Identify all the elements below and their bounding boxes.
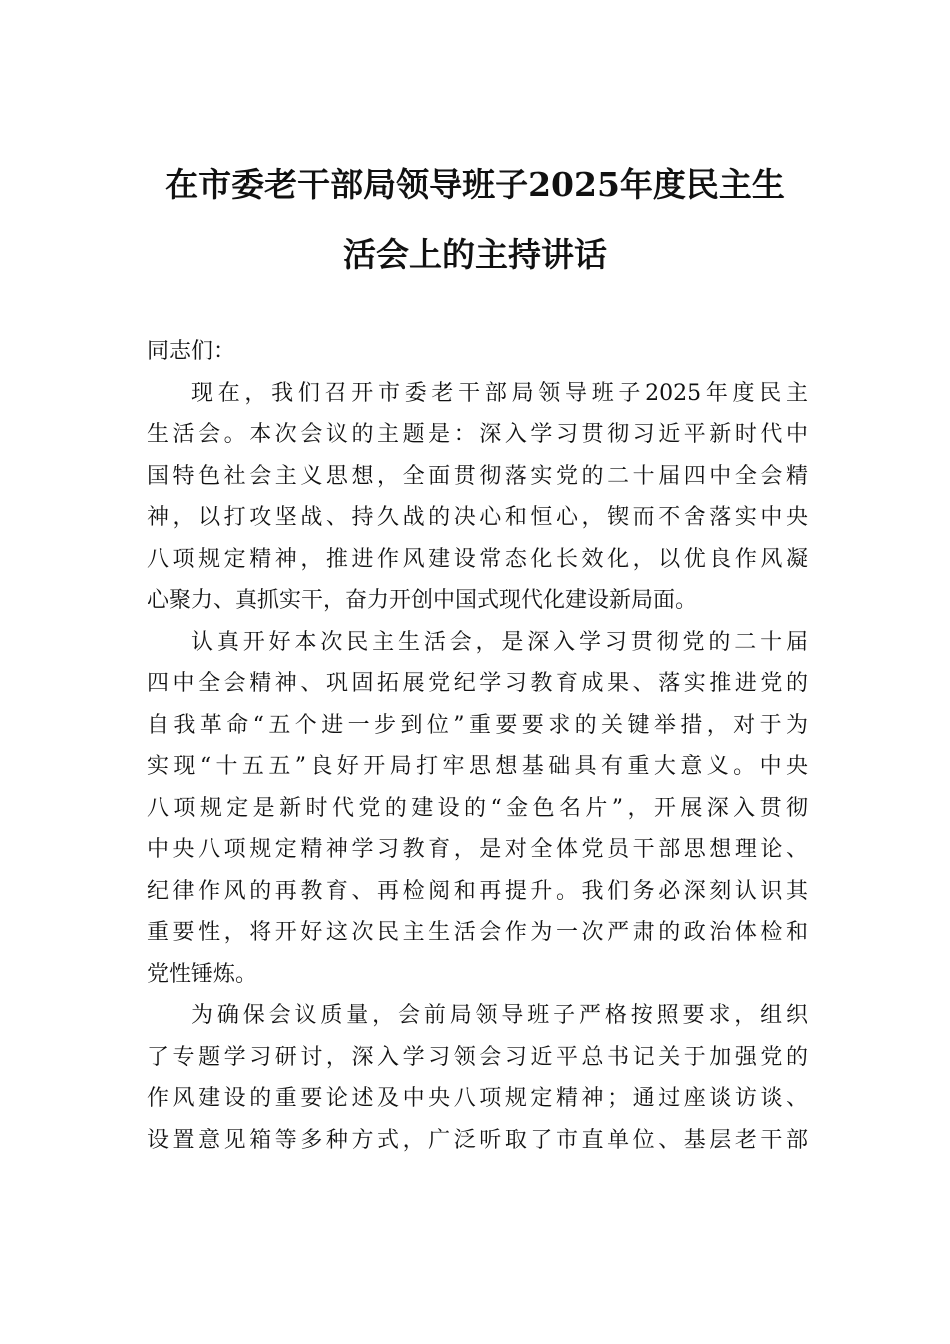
paragraph-line: 党性锤炼。 [147, 961, 258, 987]
document-body [147, 331, 808, 1161]
paragraph-line: 自我革命“五个进一步到位”重要要求的关键举措，对于为 [147, 712, 808, 738]
paragraph-line: 八项规定精神，推进作风建设常态化长效化，以优良作风凝 [147, 546, 808, 572]
paragraph-line: 认真开好本次民主生活会，是深入学习贯彻党的二十届 [191, 629, 808, 655]
paragraph-line: 纪律作风的再教育、再检阅和再提升。我们务必深刻认识其 [147, 878, 808, 904]
paragraph-line: 心聚力、真抓实干，奋力开创中国式现代化建设新局面。 [147, 588, 698, 613]
document-title-line-1: 在市委老干部局领导班子2025年度民主生 [165, 165, 785, 204]
paragraph-line: 四中全会精神、巩固拓展党纪学习教育成果、落实推进党的 [147, 671, 808, 696]
paragraph-line: 中央八项规定精神学习教育，是对全体党员干部思想理论、 [147, 837, 808, 862]
salutation: 同志们： [147, 339, 236, 364]
paragraph-line: 重要性，将开好这次民主生活会作为一次严肃的政治体检和 [147, 920, 808, 945]
document-title-line-2: 活会上的主持讲话 [343, 235, 607, 274]
paragraph-line: 设置意见箱等多种方式，广泛听取了市直单位、基层老干部 [147, 1127, 808, 1153]
paragraph [147, 995, 808, 1161]
paragraph-line: 作风建设的重要论述及中央八项规定精神；通过座谈访谈、 [147, 1086, 808, 1111]
paragraph-line: 神，以打攻坚战、持久战的决心和恒心，锲而不舍落实中央 [147, 505, 808, 530]
paragraphs [147, 373, 808, 1162]
paragraph-line: 生活会。本次会议的主题是：深入学习贯彻习近平新时代中 [147, 422, 808, 447]
paragraph-line: 了专题学习研讨，深入学习领会习近平总书记关于加强党的 [147, 1044, 808, 1070]
paragraph-line: 实现“十五五”良好开局打牢思想基础具有重大意义。中央 [147, 754, 808, 779]
paragraph-line: 为确保会议质量，会前局领导班子严格按照要求，组织 [191, 1003, 808, 1028]
paragraph-line: 现在，我们召开市委老干部局领导班子2025年度民主 [191, 380, 808, 406]
paragraph-line: 国特色社会主义思想，全面贯彻落实党的二十届四中全会精 [147, 463, 808, 489]
paragraph [147, 622, 808, 996]
paragraph-line: 八项规定是新时代党的建设的“金色名片”，开展深入贯彻 [147, 795, 808, 821]
paragraph [147, 373, 808, 622]
